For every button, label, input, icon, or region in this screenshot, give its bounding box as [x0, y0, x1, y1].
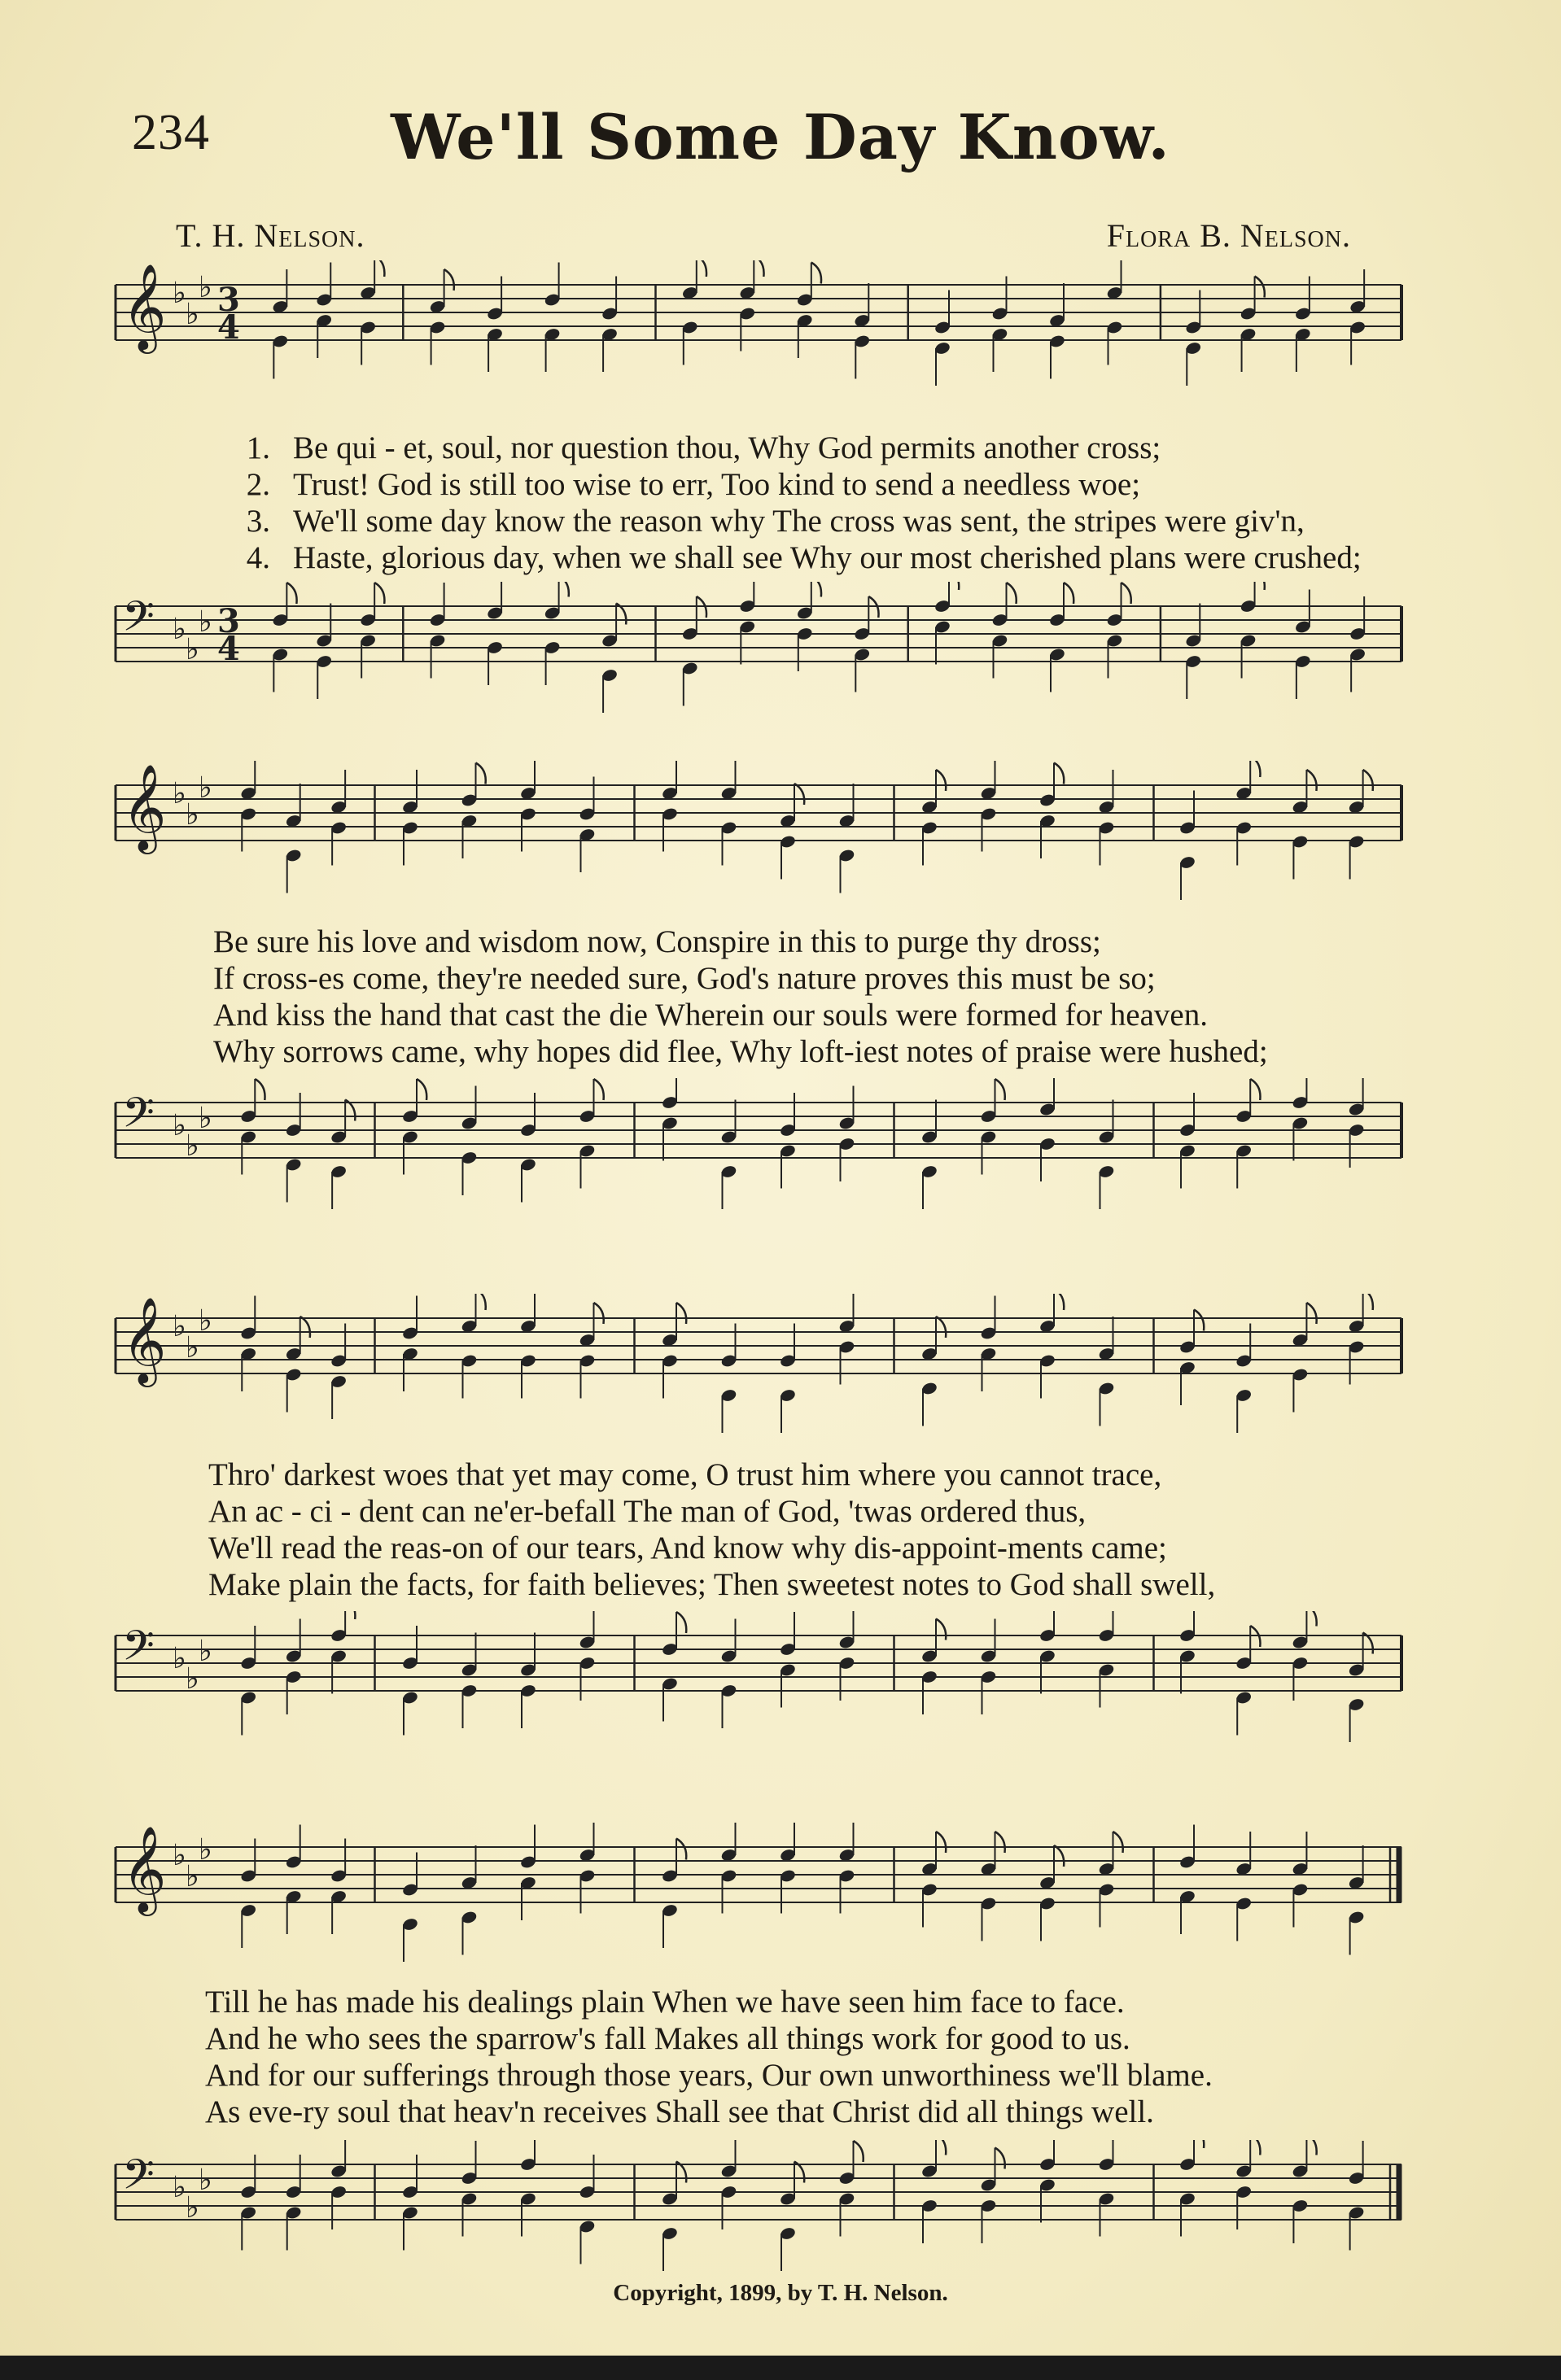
treble-clef-icon: 𝄞 — [122, 263, 167, 350]
note-flag — [1250, 761, 1260, 777]
treble-staff — [91, 260, 1418, 423]
note-flag — [374, 260, 384, 277]
time-signature-top: 3 — [217, 602, 240, 640]
composer-credit: T. H. Nelson. — [176, 217, 365, 254]
author-credit: Flora B. Nelson. — [1106, 217, 1351, 254]
flat-icon: ♭ — [173, 277, 186, 310]
flat-icon: ♭ — [199, 2164, 212, 2197]
note-flag — [854, 2141, 864, 2162]
note-flag — [1306, 1303, 1316, 1324]
lyric-line: And he who sees the sparrow's fall Makes all things work for good to us. — [205, 2021, 1130, 2056]
note-flag — [811, 263, 821, 284]
treble-staff — [91, 1294, 1418, 1456]
verse-number: 2. — [246, 467, 270, 502]
note-flag — [1064, 583, 1073, 604]
verse-number: 3. — [246, 504, 270, 539]
note-flag — [559, 582, 569, 597]
bass-clef-icon: 𝄢 — [122, 1088, 155, 1147]
bass-staff — [91, 2140, 1418, 2303]
lyric-line: 2. Trust! God is still too wise to err, Too kind to send a needless woe; — [205, 466, 1458, 503]
lyric-line: And for our sufferings through those years, Our own unworthiness we'll blame. — [205, 2058, 1213, 2093]
note-flag — [1255, 582, 1265, 590]
time-signature-top: 3 — [217, 281, 240, 319]
note-flag — [255, 1079, 265, 1100]
lyrics-block — [208, 1456, 1462, 1603]
flat-icon: ♭ — [199, 605, 212, 639]
note-flag — [444, 269, 454, 290]
note-flag — [1250, 2140, 1260, 2155]
flat-icon: ♭ — [173, 777, 186, 810]
flat-icon: ♭ — [173, 1109, 186, 1142]
flat-icon: ♭ — [199, 1635, 212, 1668]
note-flag — [1194, 2140, 1204, 2148]
treble-clef-icon: 𝄞 — [122, 1296, 167, 1383]
hymn-title: We'll Some Day Know. — [391, 101, 1170, 173]
note-flag — [1255, 277, 1265, 298]
note-flag — [936, 770, 946, 791]
note-flag — [594, 1303, 604, 1324]
note-flag — [1250, 1079, 1260, 1100]
note-flag — [417, 1079, 426, 1100]
flat-icon: ♭ — [173, 613, 186, 646]
note-flag — [811, 582, 821, 597]
time-signature-bottom: 4 — [217, 308, 240, 347]
time-signature-bottom: 4 — [217, 630, 240, 668]
flat-icon: ♭ — [186, 633, 199, 666]
flat-icon: ♭ — [199, 271, 212, 304]
note-flag — [594, 1079, 604, 1100]
note-flag — [949, 582, 959, 590]
lyrics-block — [213, 924, 1467, 1070]
note-flag — [300, 1317, 310, 1338]
flat-icon: ♭ — [199, 1304, 212, 1338]
treble-clef-icon: 𝄞 — [122, 1825, 167, 1912]
note-flag — [1306, 2140, 1316, 2155]
flat-icon: ♭ — [186, 1860, 199, 1893]
note-flag — [697, 260, 706, 277]
flat-icon: ♭ — [173, 1839, 186, 1872]
note-flag — [995, 2148, 1005, 2169]
verse-number: 1. — [246, 430, 270, 465]
flat-icon: ♭ — [173, 2171, 186, 2204]
note-flag — [1306, 1611, 1316, 1627]
note-flag — [1122, 583, 1131, 604]
lyric-line: As eve-ry soul that heav'n receives Shall see that Christ did all things well. — [205, 2094, 1154, 2129]
note-flag — [476, 1294, 486, 1310]
lyrics-block — [205, 430, 1458, 576]
note-flag — [1054, 1845, 1064, 1867]
note-flag — [1007, 583, 1017, 604]
lyric-line: 1. Be qui - et, soul, nor question thou, Why God permits another cross; — [205, 430, 1458, 466]
note-flag — [1363, 1294, 1373, 1310]
note-flag — [676, 1839, 686, 1860]
note-flag — [286, 583, 296, 604]
flat-icon: ♭ — [186, 2191, 199, 2225]
copyright-notice: Copyright, 1899, by T. H. Nelson. — [613, 2280, 948, 2306]
note-flag — [1113, 1832, 1123, 1853]
lyric-line: An ac - ci - dent can ne'er-befall The man of God, 'twas ordered thus, — [208, 1494, 1087, 1529]
verse-number: 4. — [246, 540, 270, 575]
page-number: 234 — [132, 105, 210, 160]
flat-icon: ♭ — [199, 771, 212, 805]
note-flag — [794, 784, 804, 805]
lyric-line: Why sorrows came, why hopes did flee, Why loft-iest notes of praise were hushed; — [213, 1034, 1268, 1069]
note-flag — [1054, 763, 1064, 784]
lyric-line: Till he has made his dealings plain When we have seen him face to face. — [205, 1985, 1125, 2020]
note-flag — [754, 260, 763, 277]
note-flag — [676, 1303, 686, 1324]
flat-icon: ♭ — [186, 1331, 199, 1365]
note-flag — [1363, 770, 1373, 791]
flat-icon: ♭ — [173, 1310, 186, 1343]
lyric-line: 4. Haste, glorious day, when we shall see Why our most cherished plans were crushed; — [205, 539, 1458, 576]
treble-staff — [91, 761, 1418, 924]
bass-staff — [91, 1078, 1418, 1241]
note-flag — [936, 1317, 946, 1338]
lyric-line: Be sure his love and wisdom now, Conspire in this to purge thy dross; — [213, 924, 1101, 959]
note-flag — [676, 1612, 686, 1633]
lyric-line: Thro' darkest woes that yet may come, O trust him where you cannot trace, — [208, 1457, 1162, 1492]
flat-icon: ♭ — [173, 1642, 186, 1675]
lyric-line: 3. We'll some day know the reason why The cross was sent, the stripes were giv'n, — [205, 503, 1458, 539]
bass-staff — [91, 1611, 1418, 1774]
note-flag — [995, 1832, 1005, 1853]
flat-icon: ♭ — [186, 1662, 199, 1696]
note-flag — [995, 1079, 1005, 1100]
flat-icon: ♭ — [186, 1129, 199, 1163]
lyrics-block — [205, 1984, 1458, 2130]
note-flag — [936, 1619, 946, 1640]
lyric-line: If cross-es come, they're needed sure, God's nature proves this must be so; — [213, 961, 1156, 996]
bass-staff — [91, 582, 1418, 745]
treble-staff — [91, 1823, 1418, 1985]
bass-clef-icon: 𝄢 — [122, 1621, 155, 1680]
treble-clef-icon: 𝄞 — [122, 763, 167, 850]
lyric-line: We'll read the reas-on of our tears, And know why dis-appoint-ments came; — [208, 1531, 1167, 1566]
bass-clef-icon: 𝄢 — [122, 2150, 155, 2209]
note-flag — [1054, 1294, 1064, 1310]
note-flag — [1306, 770, 1316, 791]
note-flag — [345, 1611, 355, 1619]
flat-icon: ♭ — [199, 1833, 212, 1867]
note-flag — [936, 1832, 946, 1853]
note-flag — [374, 583, 384, 604]
lyric-line: Make plain the facts, for faith believes; Then sweetest notes to God shall swell, — [208, 1567, 1216, 1602]
scan-edge — [0, 2356, 1561, 2380]
note-flag — [476, 763, 486, 784]
flat-icon: ♭ — [186, 798, 199, 832]
lyric-line: And kiss the hand that cast the die Wherein our souls were formed for heaven. — [213, 998, 1208, 1033]
note-flag — [1194, 1310, 1204, 1331]
flat-icon: ♭ — [186, 298, 199, 331]
flat-icon: ♭ — [199, 1102, 212, 1135]
bass-clef-icon: 𝄢 — [122, 592, 155, 651]
note-flag — [936, 2140, 946, 2155]
